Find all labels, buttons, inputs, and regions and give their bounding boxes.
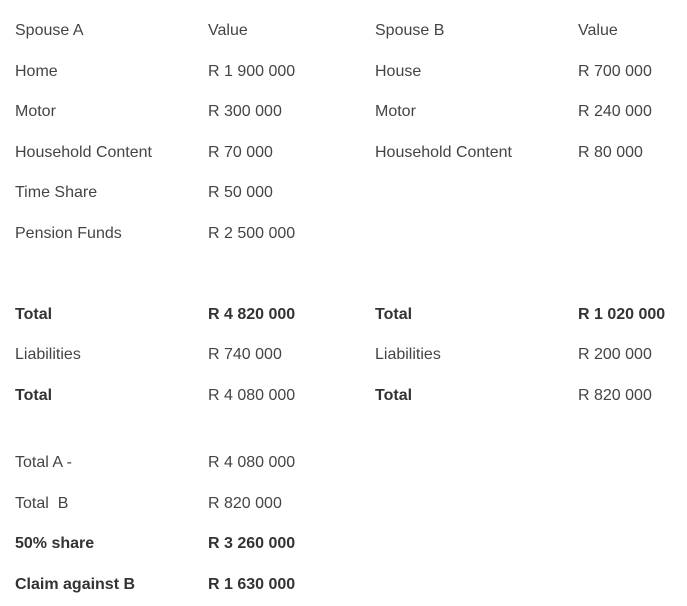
value-a-header: Value [208,22,248,39]
summary-value: R 4 080 000 [208,454,296,471]
asset-row [0,141,687,165]
net-total-row [0,384,687,408]
net-total-a-value: R 4 080 000 [208,387,296,404]
liabilities-b-value: R 200 000 [578,346,652,363]
net-total-b-label: Total [375,387,413,404]
asset-a-item: Pension Funds [15,225,122,242]
summary-row [0,451,687,475]
net-total-a-label: Total [15,387,53,404]
gross-total-b-value: R 1 020 000 [578,306,666,323]
asset-b-item: Household Content [375,144,512,161]
asset-row [0,181,687,205]
net-total-b-value: R 820 000 [578,387,652,404]
asset-a-item: Household Content [15,144,152,161]
asset-a-value: R 70 000 [208,144,273,161]
asset-a-item: Motor [15,103,56,120]
value-b-header: Value [578,22,618,39]
asset-a-value: R 300 000 [208,103,282,120]
summary-value: R 1 630 000 [208,576,296,593]
liabilities-b-label: Liabilities [375,346,441,363]
header-row [0,19,687,43]
summary-row [0,532,687,556]
liabilities-a-label: Liabilities [15,346,81,363]
asset-b-item: House [375,63,422,80]
asset-b-value: R 700 000 [578,63,652,80]
gross-total-b-label: Total [375,306,413,323]
summary-row [0,573,687,597]
asset-row [0,100,687,124]
summary-row [0,492,687,516]
asset-b-value: R 240 000 [578,103,652,120]
asset-b-value: R 80 000 [578,144,643,161]
asset-a-value: R 50 000 [208,184,273,201]
summary-label: Total B [15,495,69,512]
summary-label: 50% share [15,535,95,552]
gross-total-a-label: Total [15,306,53,323]
summary-value: R 820 000 [208,495,282,512]
summary-label: Claim against B [15,576,136,593]
summary-value: R 3 260 000 [208,535,296,552]
asset-a-item: Home [15,63,58,80]
asset-a-value: R 2 500 000 [208,225,296,242]
asset-row [0,60,687,84]
summary-label: Total A - [15,454,72,471]
asset-b-item: Motor [375,103,416,120]
spouse-a-header: Spouse A [15,22,84,39]
liabilities-a-value: R 740 000 [208,346,282,363]
asset-row [0,222,687,246]
gross-total-a-value: R 4 820 000 [208,306,296,323]
asset-a-item: Time Share [15,184,98,201]
liabilities-row [0,343,687,367]
spouse-b-header: Spouse B [375,22,445,39]
gross-total-row [0,303,687,327]
asset-a-value: R 1 900 000 [208,63,296,80]
